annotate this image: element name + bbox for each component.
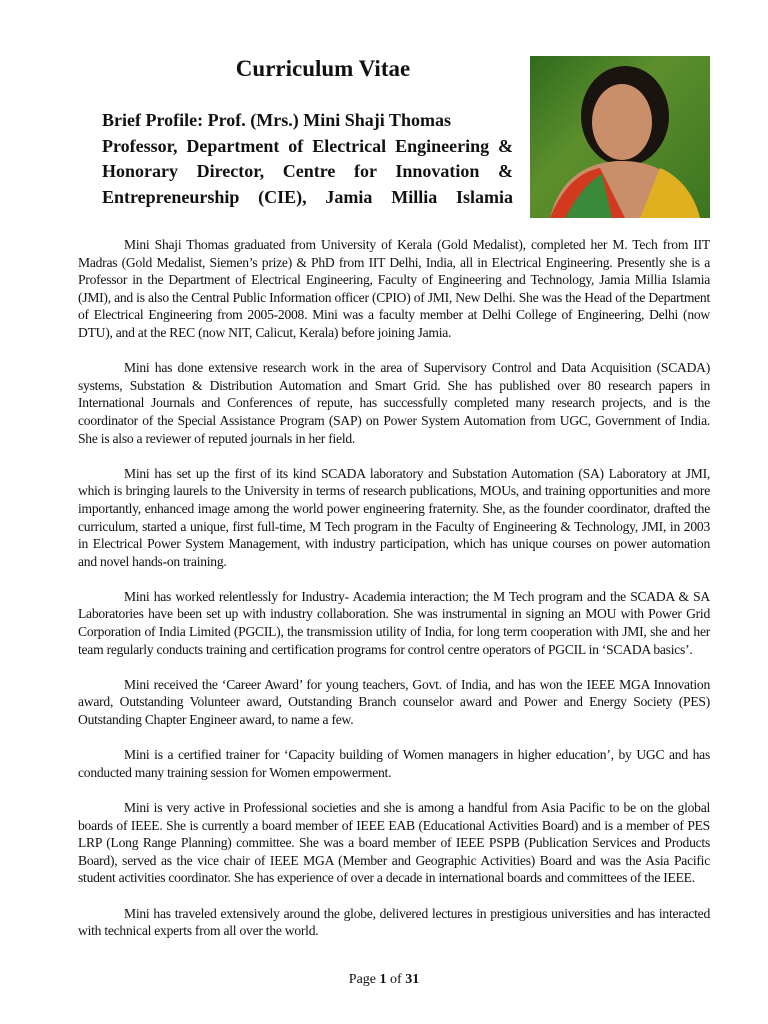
profile-line: Professor, Department of Electrical Engineering & <box>102 135 513 156</box>
document-body <box>78 236 710 957</box>
total-pages: 31 <box>405 972 420 987</box>
paragraph: Mini Shaji Thomas graduated from University of Kerala (Gold Medalist), completed her M. Tech from IIT Madras (Gold Medalist, Siemen’s prize) & PhD from IIT Delhi, India, all in Electrical Engineering. Presently she is a Professor in the Department of Electrical Engineering, Faculty of Engineering and Technology, Jamia Millia Islamia (JMI), and is also the Central Public Information officer (CPIO) of JMI, New Delhi. She was the Head of the Department of Electrical Engineering from 2005-2008. Mini was a faculty member at Delhi College of Engineering, Delhi (now DTU), and at the REC (now NIT, Calicut, Kerala) before joining Jamia. <box>78 237 710 340</box>
paragraph: Mini has traveled extensively around the globe, delivered lectures in prestigious universities and has interacted with technical experts from all over the world. <box>78 905 710 939</box>
paragraph: Mini is a certified trainer for ‘Capacity building of Women managers in higher education’, by UGC and has conducted many training session for Women empowerment. <box>78 747 710 780</box>
paragraph: Mini has set up the first of its kind SCADA laboratory and Substation Automation (SA) Laboratory at JMI, which is bringing laurels to the University in terms of research publications, MOUs, and training opportunities and more importantly, enhanced image among the world power engineering fraternity. She, as the founder coordinator, drafted the curriculum, started a unique, first full-time, M Tech program in the Faculty of Engineering & Technology, JMI, in 2003 in Electrical Power System Management, with industry participation, which has unique courses on power automation and novel hands-on training. <box>78 465 710 569</box>
paragraph: Mini is very active in Professional societies and she is among a handful from Asia Pacific to be on the global boards of IEEE. She is currently a board member of IEEE EAB (Educational Activities Board) and is a member of PES LRP (Long Range Planning) committee. She was a board member of IEEE PSPB (Publication Services and Products Board), served as the vice chair of IEEE MGA (Member and Geographic Activities) Board and was the Asia Pacific student activities coordinator. She has experience of over a decade in international boards and committees of the IEEE. <box>78 800 710 886</box>
paragraph: Mini received the ‘Career Award’ for young teachers, Govt. of India, and has won the IEEE MGA Innovation award, Outstanding Volunteer award, Outstanding Branch counselor award and Power and Energy Society (PES) Outstanding Chapter Engineer award, to name a few. <box>78 676 710 728</box>
document-title: Curriculum Vitae <box>235 56 411 81</box>
page-of: of <box>390 972 402 987</box>
page-number <box>0 972 768 988</box>
profile-line: Brief Profile: Prof. (Mrs.) Mini Shaji Thomas <box>102 110 451 130</box>
paragraph: Mini has done extensive research work in the area of Supervisory Control and Data Acquisition (SCADA) systems, Substation & Distribution Automation and Smart Grid. She has published over 80 research papers in International Journals and Conferences of repute, has successfully completed many research projects, and is the coordinator of the Special Assistance Program (SAP) on Power System Automation from UGC, Government of India. She is also a reviewer of reputed journals in her field. <box>78 360 710 446</box>
page-label: Page <box>348 972 377 987</box>
paragraph: Mini has worked relentlessly for Industry- Academia interaction; the M Tech program and the SCADA & SA Laboratories have been set up with industry collaboration. She was instrumental in signing an MOU with Power Grid Corporation of India Limited (PGCIL), the transmission utility of India, for long term cooperation with JMI, she and her team regularly conducts training and certification programs for control centre operators of PGCIL in ‘SCADA basics’. <box>78 588 710 657</box>
current-page: 1 <box>379 972 387 987</box>
profile-line: Honorary Director, Centre for Innovation & <box>102 161 513 182</box>
profile-photo <box>530 56 710 218</box>
brief-profile-heading <box>102 108 513 210</box>
profile-line: Entrepreneurship (CIE), Jamia Millia Islamia <box>102 186 513 207</box>
